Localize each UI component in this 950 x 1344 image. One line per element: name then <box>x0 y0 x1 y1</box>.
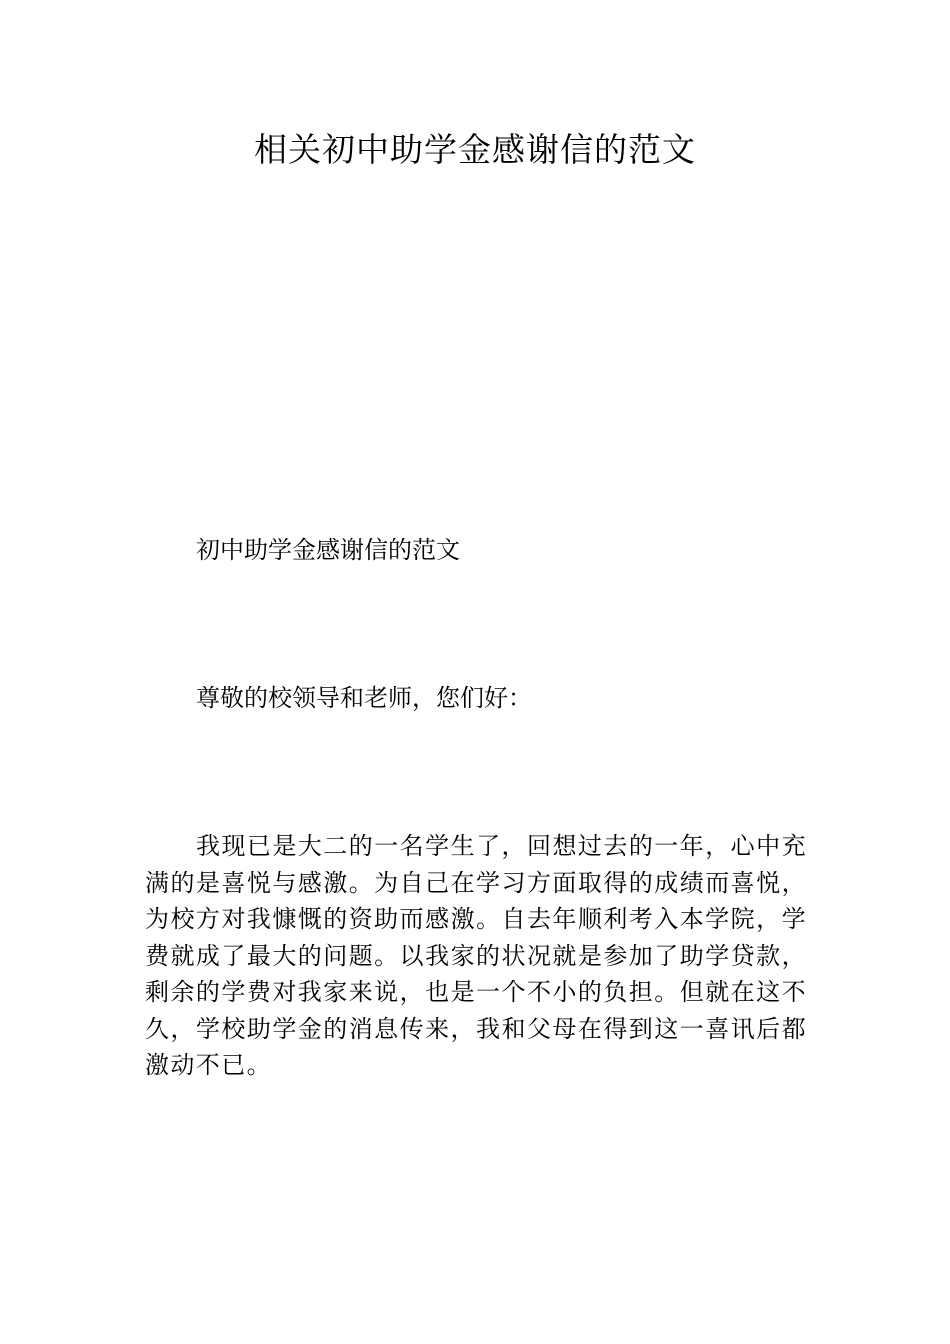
body-paragraph: 我现已是大二的一名学生了，回想过去的一年，心中充满的是喜悦与感激。为自己在学习方面取得的成绩而喜悦，为校方对我慷慨的资助而感激。自去年顺利考入本学院，学费就成了最大的问题。以我家的状况就是参加了助学贷款，剩余的学费对我家来说，也是一个不小的负担。但就在这不久，学校助学金的消息传来，我和父母在得到这一喜讯后都激动不已。 <box>145 832 807 1079</box>
document-title: 相关初中助学金感谢信的范文 <box>254 130 696 169</box>
letter-subtitle: 初中助学金感谢信的范文 <box>196 536 460 564</box>
letter-salutation: 尊敬的校领导和老师，您们好： <box>196 684 532 712</box>
